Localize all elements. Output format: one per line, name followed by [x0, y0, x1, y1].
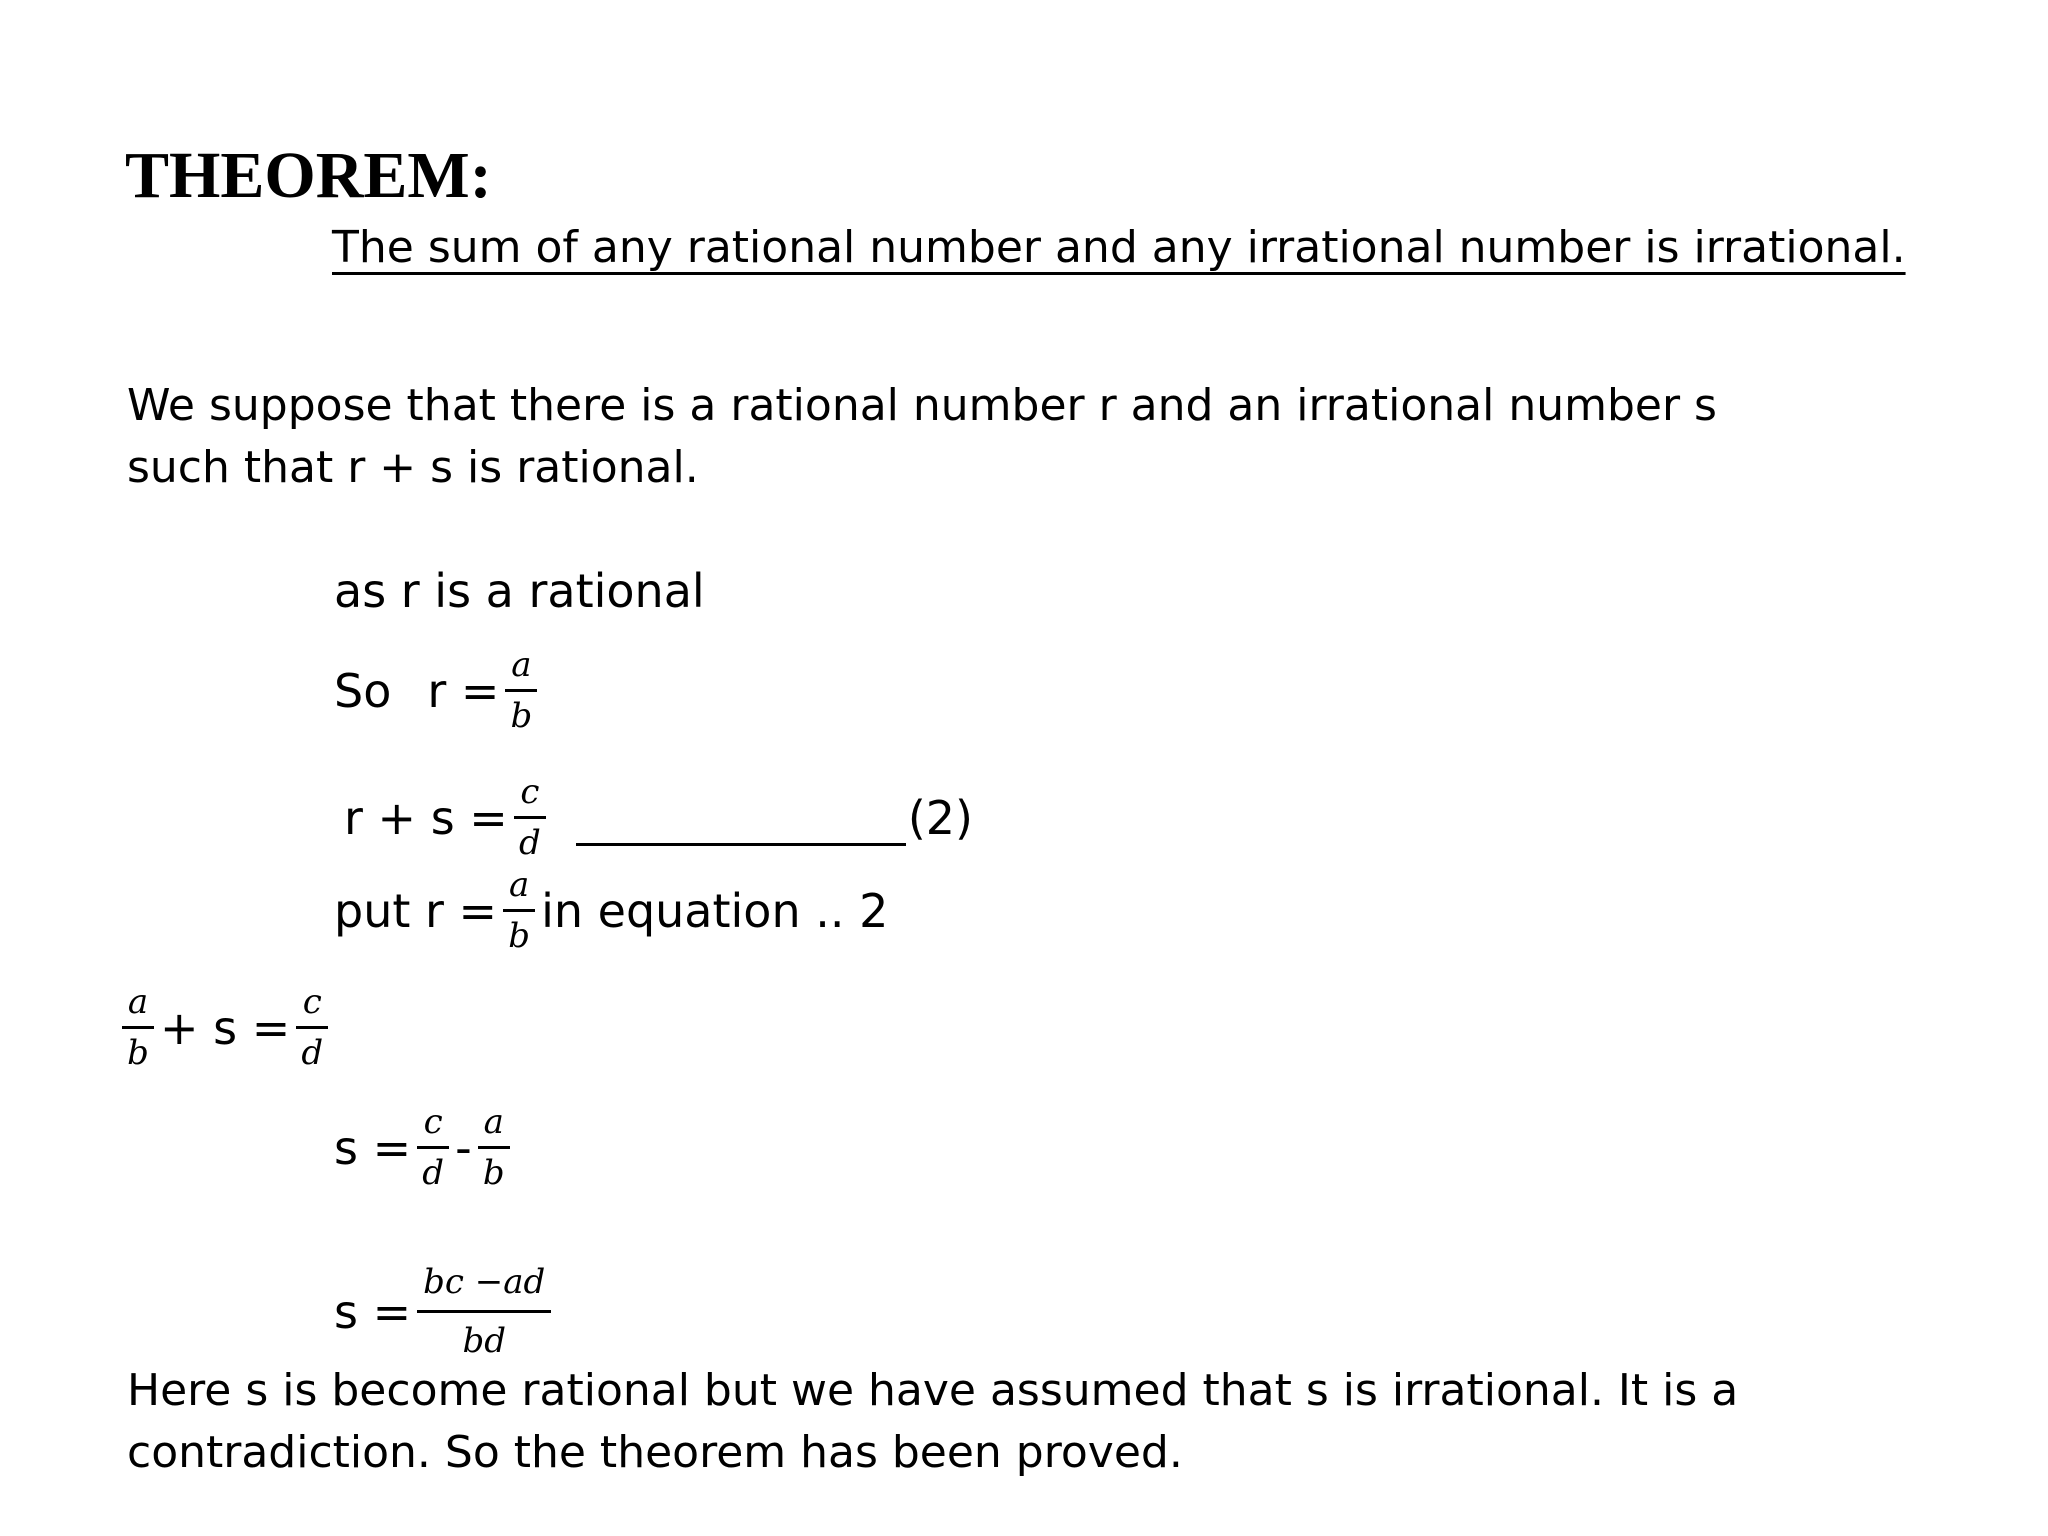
fraction-a-over-b — [505, 645, 537, 736]
fraction-c-over-d — [514, 772, 546, 863]
assumption-line-2: such that r + s is rational. — [127, 442, 699, 493]
fraction-numerator: c — [296, 982, 328, 1029]
fraction-denominator: b — [508, 916, 530, 956]
assumption-paragraph — [127, 375, 1747, 499]
fraction-denominator: d — [301, 1033, 324, 1073]
conclusion-paragraph — [127, 1360, 1747, 1484]
step-lhs: r = — [427, 663, 500, 718]
fraction-numerator: c — [417, 1102, 449, 1149]
fraction-denominator: b — [127, 1033, 149, 1073]
proof-step-equation-2 — [344, 772, 973, 863]
fraction-numerator: a — [503, 865, 535, 912]
proof-step-rational — [334, 561, 705, 621]
fraction-denominator: b — [482, 1153, 505, 1193]
conclusion-line-2: contradiction. So the theorem has been proved. — [127, 1427, 1183, 1478]
fraction-c-over-d — [417, 1102, 449, 1193]
fraction-numerator: a — [122, 982, 154, 1029]
step-lhs: s = — [334, 1284, 412, 1339]
fraction-denominator: d — [518, 823, 541, 863]
fraction-denominator: bd — [462, 1321, 506, 1361]
step-text: as r is a rational — [334, 564, 705, 618]
fraction-a-over-b — [122, 982, 154, 1073]
fraction-a-over-b — [478, 1102, 510, 1193]
fraction-denominator: d — [422, 1153, 445, 1193]
fraction-denominator: b — [510, 696, 533, 736]
fraction-numerator: a — [505, 645, 537, 692]
fraction-numerator: a — [478, 1102, 510, 1149]
equation-label: (2) — [907, 790, 974, 845]
proof-step-s-difference — [334, 1102, 516, 1193]
minus-sign: - — [455, 1120, 472, 1175]
assumption-line-1: We suppose that there is a rational number r and an irrational number s — [127, 380, 1717, 431]
step-prefix: put r = — [334, 883, 498, 938]
step-suffix: in equation .. 2 — [541, 883, 889, 938]
proof-step-sum — [122, 982, 334, 1073]
fraction-result — [417, 1262, 551, 1361]
conclusion-line-1: Here s is become rational but we have assumed that s is irrational. It is a — [127, 1365, 1739, 1416]
step-prefix: So — [334, 663, 392, 718]
fraction-a-over-b — [503, 865, 535, 956]
fraction-numerator: bc −ad — [417, 1262, 551, 1313]
step-middle: + s = — [160, 1000, 291, 1055]
theorem-title: THEOREM: — [125, 139, 492, 212]
step-lhs: r + s = — [344, 790, 508, 845]
fraction-numerator: c — [514, 772, 546, 819]
proof-step-r-equals — [334, 645, 543, 736]
equation-underline — [576, 809, 906, 846]
proof-step-substitute — [334, 865, 888, 956]
proof-step-s-result — [334, 1262, 557, 1361]
step-lhs: s = — [334, 1120, 412, 1175]
fraction-c-over-d — [296, 982, 328, 1073]
theorem-statement: The sum of any rational number and any irrational number is irrational. — [332, 222, 1906, 273]
